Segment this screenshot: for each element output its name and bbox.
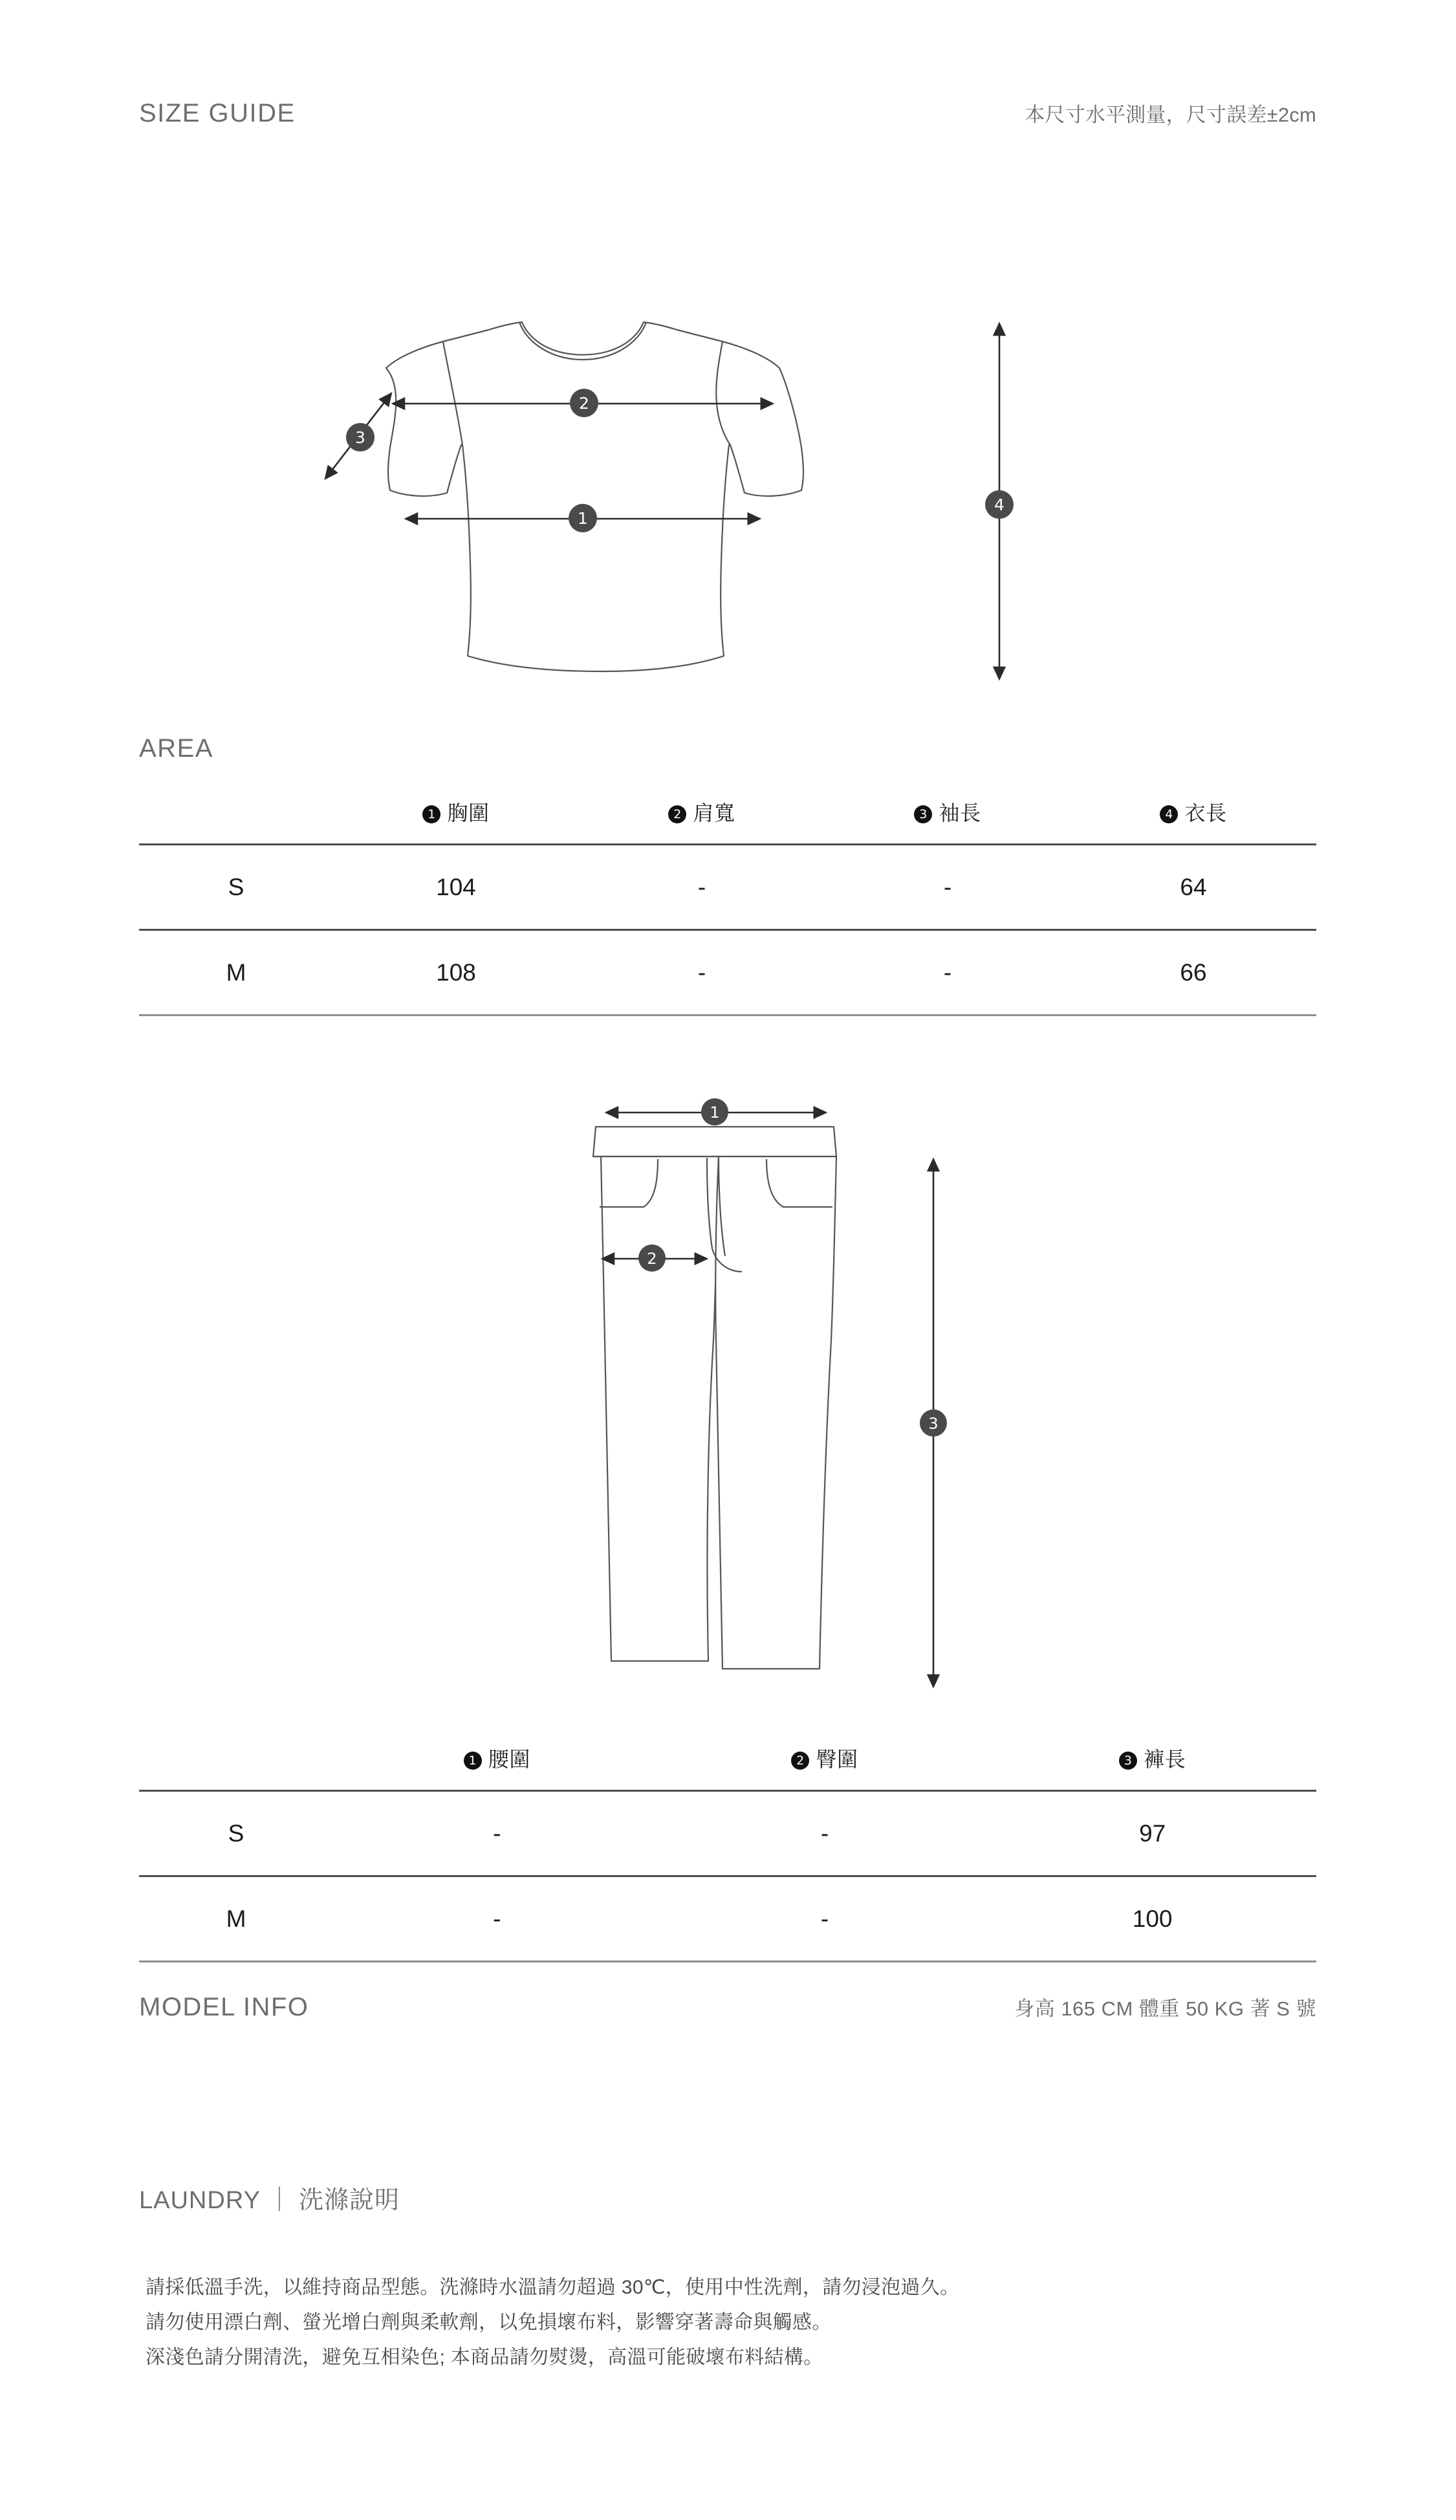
model-info-section — [139, 1992, 1316, 2022]
model-info-note: 身高 165 CM 體重 50 KG 著 S 號 — [1014, 1997, 1316, 2020]
table-header-row — [139, 797, 1316, 845]
marker-badge-3 — [920, 1409, 947, 1437]
header-size — [139, 797, 333, 845]
laundry-line: 請採低溫手洗，以維持商品型態。洗滌時水溫請勿超過 30℃，使用中性洗劑，請勿浸泡過久。 — [146, 2277, 960, 2298]
pants-diagram — [139, 1087, 1316, 1701]
badge-2: 2 — [791, 1752, 809, 1770]
cell-chest: 108 — [333, 930, 579, 1016]
tshirt-diagram — [139, 285, 1316, 724]
tshirt-outline — [386, 322, 803, 671]
header-shoulder — [579, 797, 825, 845]
svg-text:3: 3 — [355, 428, 365, 447]
cell-length: 64 — [1070, 845, 1316, 930]
cell-hip: - — [661, 1876, 989, 1962]
cell-sleeve: - — [825, 930, 1070, 1016]
badge-3: 3 — [914, 805, 932, 823]
badge-4: 4 — [1160, 805, 1178, 823]
cell-hip: - — [661, 1791, 989, 1876]
svg-text:1: 1 — [578, 509, 588, 528]
size-guide-header — [139, 98, 1316, 128]
cell-shoulder: - — [579, 930, 825, 1016]
header-length — [1070, 797, 1316, 845]
table-row — [139, 845, 1316, 930]
header-hip-label: 臀圍 — [816, 1748, 858, 1771]
badge-2: 2 — [668, 805, 686, 823]
cell-pants-length: 97 — [988, 1791, 1316, 1876]
table-row — [139, 1791, 1316, 1876]
svg-text:3: 3 — [928, 1415, 939, 1433]
cell-size: S — [139, 1791, 333, 1876]
laundry-line: 深淺色請分開清洗，避免互相染色; 本商品請勿熨燙，高溫可能破壞布料結構。 — [146, 2347, 823, 2368]
cell-size: S — [139, 845, 333, 930]
cell-chest: 104 — [333, 845, 579, 930]
cell-waist: - — [333, 1876, 661, 1962]
model-info-label: MODEL INFO — [139, 1993, 309, 2021]
header-chest-label: 胸圍 — [447, 801, 490, 825]
cell-size: M — [139, 1876, 333, 1962]
header-size — [139, 1743, 333, 1791]
cell-pants-length: 100 — [988, 1876, 1316, 1962]
laundry-title-zh: 洗滌說明 — [298, 2187, 400, 2214]
laundry-title-divider: ｜ — [266, 2187, 292, 2214]
cell-length: 66 — [1070, 930, 1316, 1016]
marker-badge-1 — [701, 1098, 728, 1125]
marker-badge-2 — [638, 1244, 666, 1272]
header-waist — [333, 1743, 661, 1791]
laundry-instructions — [146, 2270, 1303, 2375]
marker-badge-2 — [570, 389, 598, 417]
header-pants-length — [988, 1743, 1316, 1791]
marker-badge-4 — [985, 490, 1014, 519]
svg-text:2: 2 — [647, 1250, 657, 1268]
header-sleeve — [825, 797, 1070, 845]
header-hip — [661, 1743, 989, 1791]
header-chest — [333, 797, 579, 845]
badge-1: 1 — [464, 1752, 482, 1770]
pants-outline — [593, 1127, 836, 1669]
cell-sleeve: - — [825, 845, 1070, 930]
badge-1: 1 — [422, 805, 440, 823]
bottom-size-table — [139, 1743, 1316, 1962]
header-waist-label: 腰圍 — [488, 1748, 530, 1771]
cell-shoulder: - — [579, 845, 825, 930]
page-title: SIZE GUIDE — [139, 99, 296, 127]
header-pants-length-label: 褲長 — [1144, 1748, 1186, 1771]
header-sleeve-label: 袖長 — [939, 801, 981, 825]
laundry-title — [139, 2180, 400, 2215]
header-shoulder-label: 肩寬 — [693, 801, 735, 825]
table-row — [139, 1876, 1316, 1962]
marker-badge-1 — [569, 504, 597, 532]
area-label: AREA — [139, 734, 213, 763]
table-header-row — [139, 1743, 1316, 1791]
svg-text:1: 1 — [710, 1103, 720, 1122]
header-length-label: 衣長 — [1184, 801, 1227, 825]
svg-text:2: 2 — [579, 394, 589, 413]
svg-text:4: 4 — [994, 495, 1005, 514]
laundry-line: 請勿使用漂白劑、螢光增白劑與柔軟劑，以免損壞布料，影響穿著壽命與觸感。 — [146, 2312, 832, 2333]
table-row — [139, 930, 1316, 1016]
marker-badge-3 — [346, 423, 375, 451]
measurement-disclaimer: 本尺寸水平測量，尺寸誤差±2cm — [1025, 103, 1316, 126]
cell-waist: - — [333, 1791, 661, 1876]
cell-size: M — [139, 930, 333, 1016]
top-size-table — [139, 797, 1316, 1016]
badge-3: 3 — [1119, 1752, 1137, 1770]
laundry-title-en: LAUNDRY — [139, 2187, 261, 2214]
